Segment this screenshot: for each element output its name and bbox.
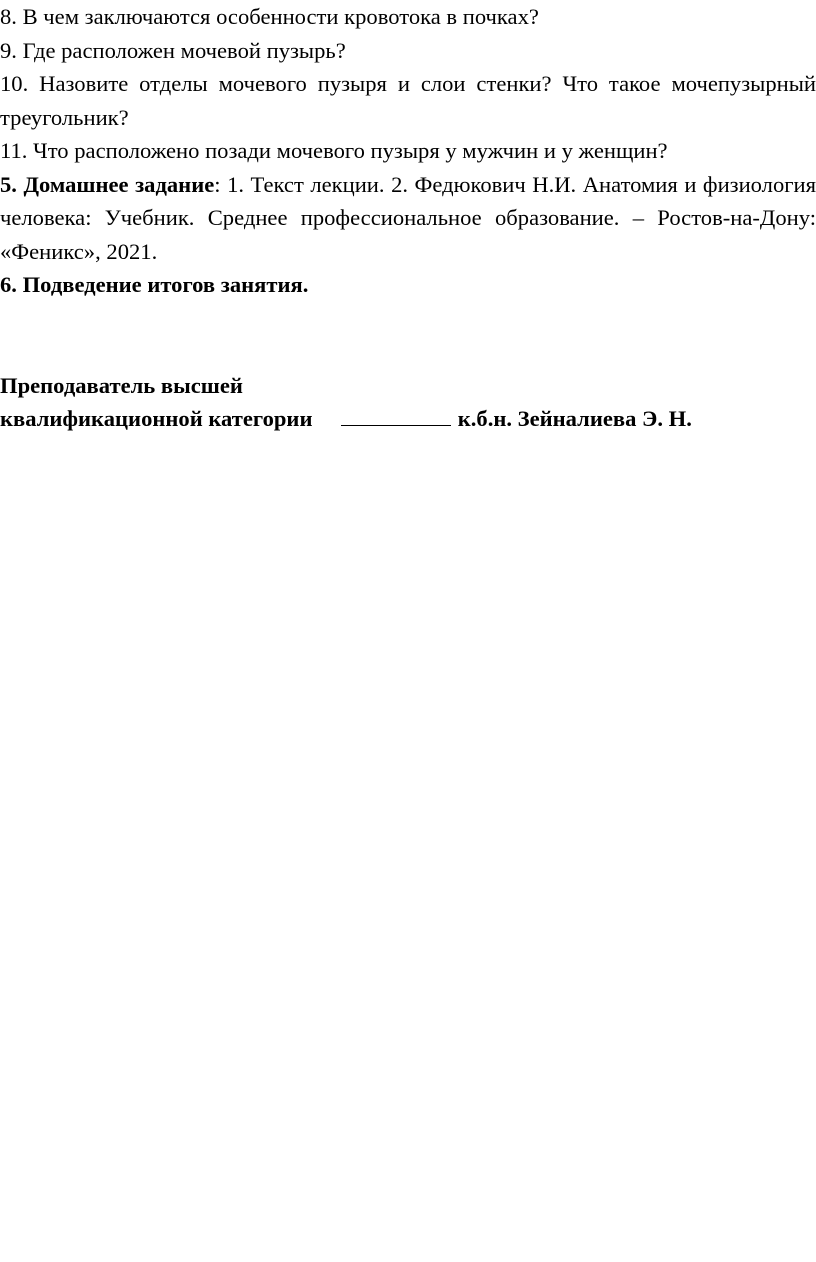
- question-8: 8. В чем заключаются особенности кровотока в почках?: [0, 4, 539, 29]
- question-11: 11. Что расположено позади мочевого пузыря у мужчин и у женщин?: [0, 138, 668, 163]
- homework-text: : 1. Текст лекции. 2. Федюкович Н.И. Анатомия и физиология человека: Учебник. Среднее профессиональное образование. – Ростов-на-Дону: «Феникс», 2021.: [0, 171, 816, 264]
- signature-line: [0, 402, 816, 436]
- signature-title-line2: квалификационной категории: [0, 406, 313, 431]
- summary-heading: 6. Подведение итогов занятия.: [0, 272, 309, 297]
- signature-title-line1: Преподаватель высшей: [0, 372, 243, 398]
- spacer: [0, 302, 816, 369]
- document-body: [0, 0, 816, 436]
- signature-blank: [341, 403, 451, 426]
- homework-heading: Домашнее задание: [23, 171, 215, 197]
- signature-name: к.б.н. Зейналиева Э. Н.: [457, 406, 692, 431]
- question-9: 9. Где расположен мочевой пузырь?: [0, 37, 346, 63]
- question-10: 10. Назовите отделы мочевого пузыря и слои стенки? Что такое мочепузырный треугольник?: [0, 71, 816, 130]
- homework-number: 5.: [0, 171, 24, 197]
- homework-section: [0, 168, 816, 269]
